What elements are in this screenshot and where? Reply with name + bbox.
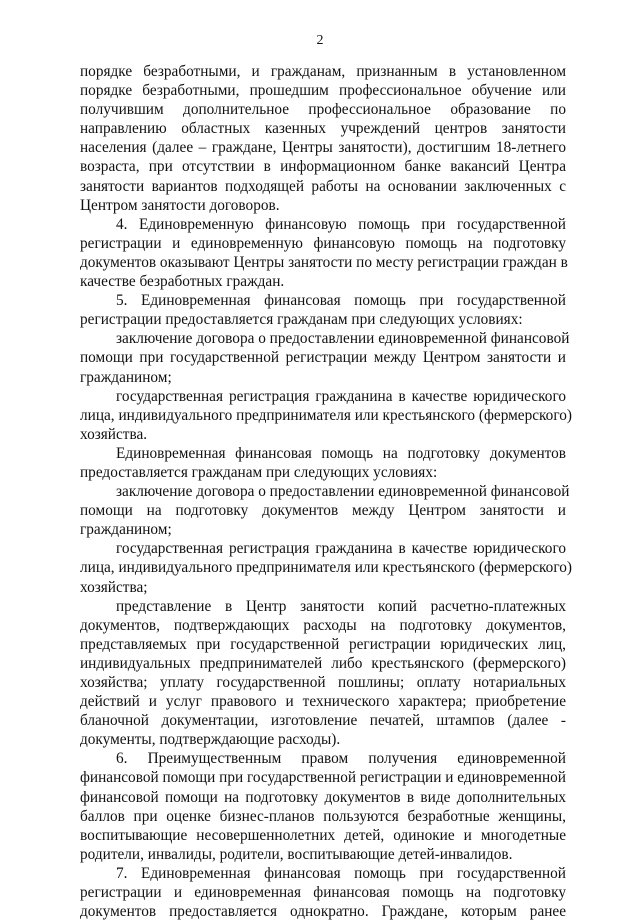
- text-line: гражданином;: [80, 368, 172, 386]
- paragraph-continuation: [80, 62, 566, 215]
- text-line: 4. Единовременную финансовую помощь при государственной: [116, 215, 566, 233]
- text-line: лица, индивидуального предпринимателя или крестьянского (фермерского): [80, 559, 572, 577]
- text-line: порядке безработными, и гражданам, признанным в установленном: [80, 63, 566, 80]
- text-line: индивидуальных предпринимателей либо крестьянского (фермерского): [80, 654, 566, 672]
- text-line: документы, подтверждающие расходы).: [80, 731, 341, 749]
- text-line: населения (далее – граждане, Центры занятости), достигшим 18-летнего: [80, 139, 566, 157]
- text-line: 6. Преимущественным правом получения единовременной: [116, 750, 566, 768]
- paragraph-docs-help-condition-2: [80, 539, 572, 596]
- text-line: Единовременная финансовая помощь на подготовку документов: [116, 444, 566, 462]
- text-line: лица, индивидуального предпринимателя или крестьянского (фермерского): [80, 406, 572, 424]
- text-line: заключение договора о предоставлении единовременной финансовой: [116, 330, 570, 348]
- text-line: регистрации и единовременную финансовую помощь на подготовку: [80, 234, 566, 252]
- text-line: регистрации предоставляется гражданам при следующих условиях:: [80, 311, 523, 329]
- text-line: бланочной документации, изготовление печатей, штампов (далее -: [80, 712, 566, 730]
- page-number: 2: [316, 33, 324, 48]
- text-line: регистрации и единовременная финансовая помощь на подготовку: [80, 884, 566, 902]
- paragraph-item-5: [80, 291, 566, 329]
- text-line: занятости вариантов подходящей работы на основании заключенных с: [80, 177, 566, 195]
- text-line: гражданином;: [80, 521, 172, 539]
- paragraph-item-7: [80, 864, 566, 921]
- text-line: предоставляется гражданам при следующих условиях:: [80, 463, 438, 481]
- paragraph-item-4: [80, 215, 566, 291]
- text-line: родители, инвалиды, родители, воспитывающие детей-инвалидов.: [80, 845, 513, 863]
- document-body: [80, 62, 572, 921]
- text-line: документов оказывают Центры занятости по месту регистрации граждан в: [80, 253, 568, 271]
- text-line: документов предоставляется однократно. Граждане, которым ранее: [80, 903, 566, 921]
- text-line: получившим дополнительное профессиональное образование по: [80, 101, 566, 119]
- text-line: хозяйства;: [80, 578, 148, 596]
- text-line: качестве безработных граждан.: [80, 273, 285, 291]
- text-line: 7. Единовременная финансовая помощь при государственной: [116, 864, 566, 882]
- text-line: государственная регистрация гражданина в качестве юридического: [116, 540, 566, 558]
- paragraph-docs-help-intro: [80, 444, 566, 482]
- text-line: финансовой помощи при государственной регистрации и единовременной: [80, 769, 566, 787]
- text-line: воспитывающие несовершеннолетних детей, одинокие и многодетные: [80, 826, 566, 844]
- text-line: возраста, при отсутствии в информационном банке вакансий Центра: [80, 158, 566, 176]
- paragraph-item-5-condition-1: [80, 329, 570, 386]
- text-line: направлению областных казенных учреждений центров занятости: [80, 120, 566, 138]
- text-line: помощи при государственной регистрации между Центром занятости и: [80, 349, 566, 367]
- text-line: действий и услуг правового и технического характера; приобретение: [80, 693, 566, 711]
- paragraph-item-5-condition-2: [80, 387, 572, 444]
- text-line: представление в Центр занятости копий расчетно-платежных: [116, 597, 566, 615]
- text-line: финансовой помощи на подготовку документов в виде дополнительных: [80, 788, 566, 806]
- text-line: помощи на подготовку документов между Центром занятости и: [80, 502, 566, 520]
- text-line: документов, подтверждающих расходы на подготовку документов,: [80, 616, 566, 634]
- text-line: порядке безработными, прошедшим профессиональное обучение или: [80, 82, 566, 100]
- text-line: государственная регистрация гражданина в качестве юридического: [116, 387, 566, 405]
- paragraph-docs-help-condition-1: [80, 482, 570, 539]
- text-line: баллов при оценке бизнес-планов пользуются безработные женщины,: [80, 807, 566, 825]
- text-line: заключение договора о предоставлении единовременной финансовой: [116, 483, 570, 501]
- text-line: представляемых при государственной регистрации юридических лиц,: [80, 635, 566, 653]
- text-line: 5. Единовременная финансовая помощь при государственной: [116, 292, 566, 310]
- paragraph-docs-help-condition-3: [80, 597, 566, 750]
- text-line: Центром занятости договоров.: [80, 196, 280, 214]
- paragraph-item-6: [80, 749, 566, 864]
- text-line: хозяйства; уплату государственной пошлины; оплату нотариальных: [80, 674, 566, 691]
- text-line: хозяйства.: [80, 425, 148, 443]
